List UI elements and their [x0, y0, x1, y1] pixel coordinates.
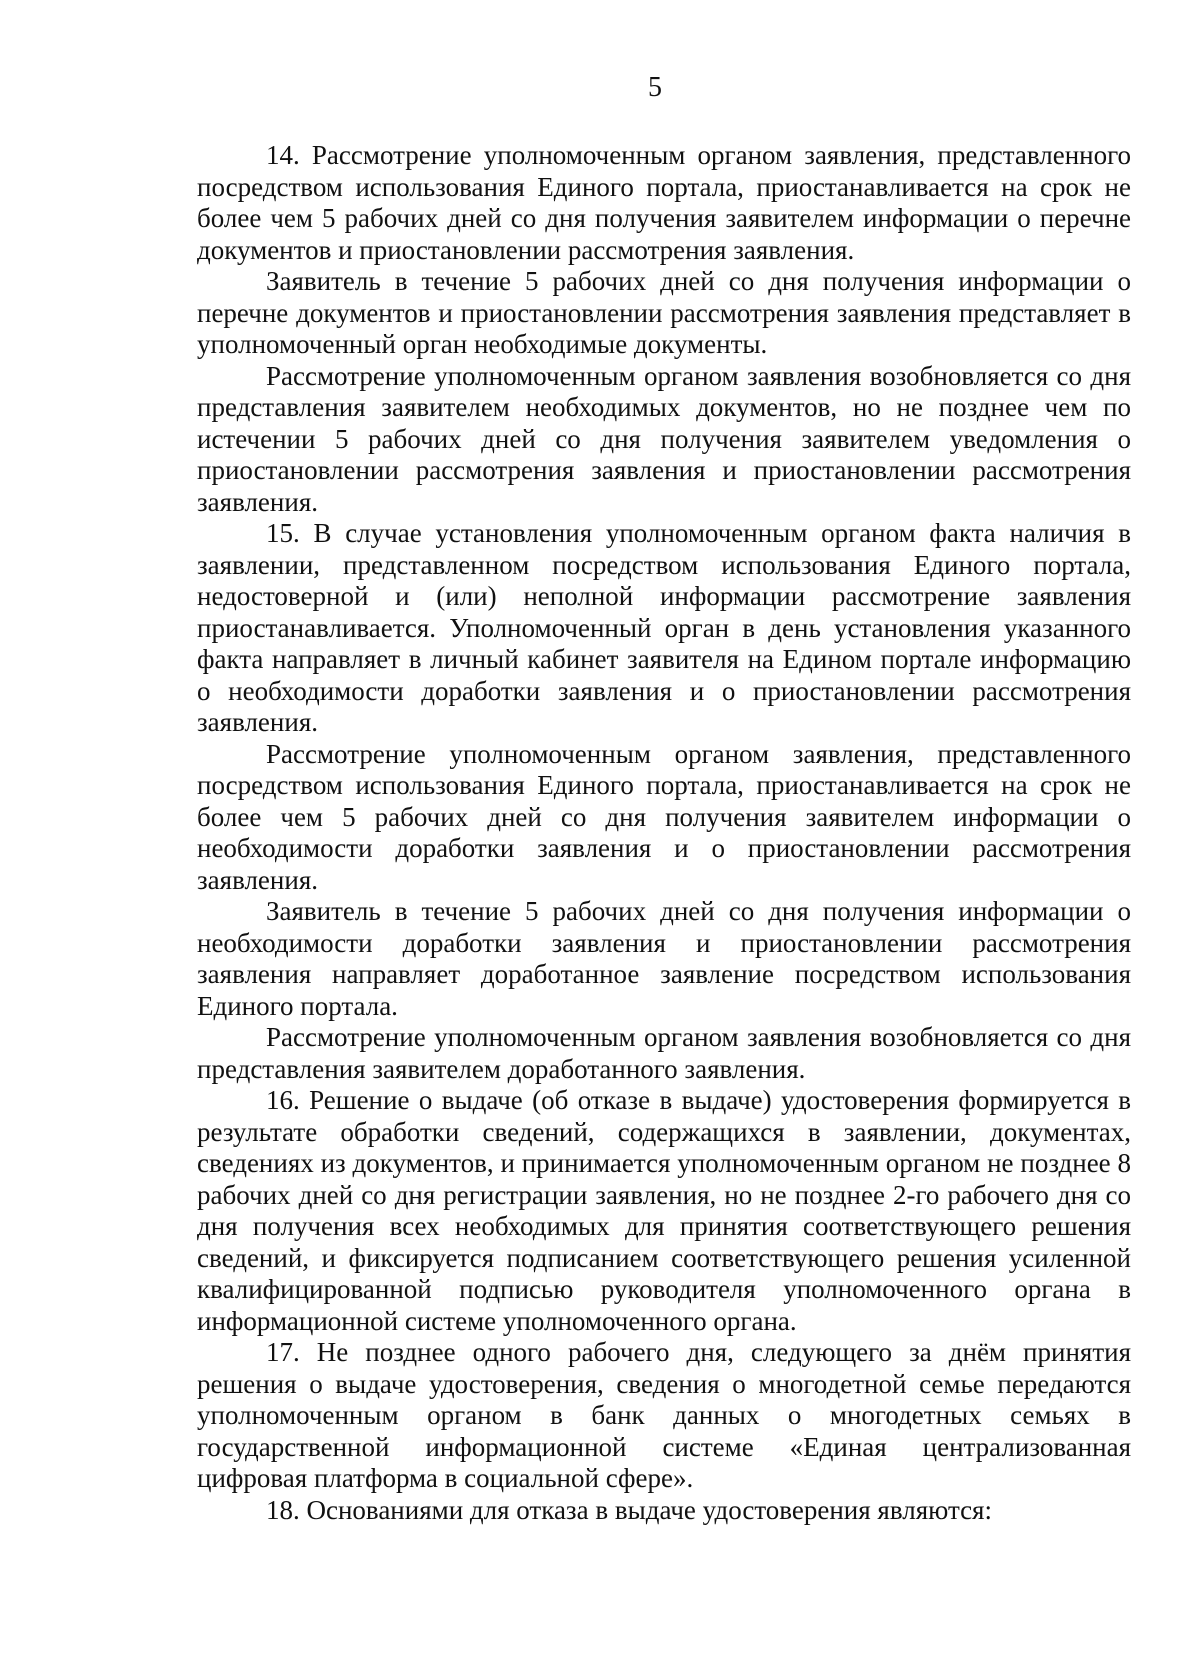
paragraph-14-applicant-documents: Заявитель в течение 5 рабочих дней со дня получения информации о перечне документов и приостановлении рассмотрения заявления представляет в уполномоченный орган необходимые документы. [197, 266, 1131, 359]
document-body [197, 140, 1131, 1526]
paragraph-16: 16. Решение о выдаче (об отказе в выдаче) удостоверения формируется в результате обработки сведений, содержащихся в заявлении, документах, сведениях из документов, и принимается уполномоченным органом не позднее 8 рабочих дней со дня регистрации заявления, но не позднее 2-го рабочего дня со дня получения всех необходимых для принятия соответствующего решения сведений, и фиксируется подписанием соответствующего решения усиленной квалифицированной подписью руководителя уполномоченного органа в информационной системе уполномоченного органа. [197, 1085, 1131, 1336]
paragraph-15-applicant-revision: Заявитель в течение 5 рабочих дней со дня получения информации о необходимости доработки заявления и приостановлении рассмотрения заявления направляет доработанное заявление посредством использования Единого портала. [197, 896, 1131, 1021]
paragraph-15-suspension-term: Рассмотрение уполномоченным органом заявления, представленного посредством использования Единого портала, приостанавливается на срок не более чем 5 рабочих дней со дня получения заявителем информации о необходимости доработки заявления и о приостановлении рассмотрения заявления. [197, 738, 1131, 895]
paragraph-15: 15. В случае установления уполномоченным органом факта наличия в заявлении, представленном посредством использования Единого портала, недостоверной и (или) неполной информации рассмотрение заявления приостанавливается. Уполномоченный орган в день установления указанного факта направляет в личный кабинет заявителя на Едином портале информацию о необходимости доработки заявления и о приостановлении рассмотрения заявления. [197, 518, 1131, 737]
paragraph-18: 18. Основаниями для отказа в выдаче удостоверения являются: [266, 1494, 992, 1525]
paragraph-14-resumption: Рассмотрение уполномоченным органом заявления возобновляется со дня представления заявителем необходимых документов, но не позднее чем по истечении 5 рабочих дней со дня получения заявителем уведомления о приостановлении рассмотрения заявления и приостановлении рассмотрения заявления. [197, 360, 1131, 517]
paragraph-15-resumption: Рассмотрение уполномоченным органом заявления возобновляется со дня представления заявителем доработанного заявления. [197, 1022, 1131, 1084]
page-number: 5 [648, 72, 662, 103]
paragraph-17: 17. Не позднее одного рабочего дня, следующего за днём принятия решения о выдаче удостоверения, сведения о многодетной семье передаются уполномоченным органом в банк данных о многодетных семьях в государственной информационной системе «Единая централизованная цифровая платформа в социальной сфере». [197, 1337, 1131, 1493]
paragraph-14: 14. Рассмотрение уполномоченным органом заявления, представленного посредством использования Единого портала, приостанавливается на срок не более чем 5 рабочих дней со дня получения заявителем информации о перечне документов и приостановлении рассмотрения заявления. [197, 140, 1131, 265]
